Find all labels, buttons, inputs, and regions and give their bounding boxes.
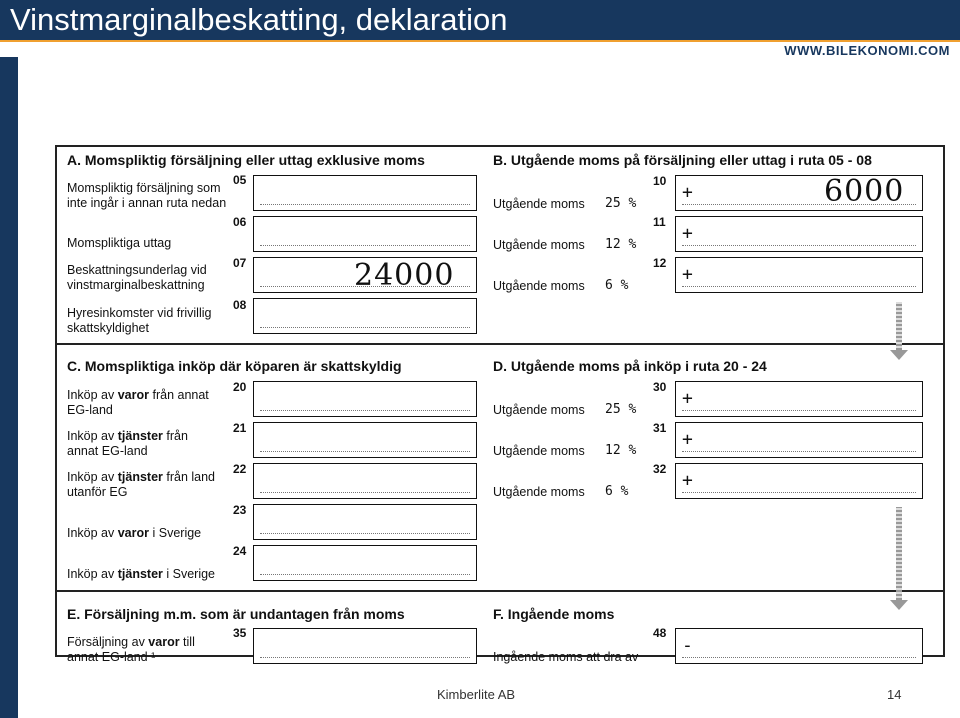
box-10-number: 10 (653, 174, 667, 188)
box-05-field[interactable] (253, 175, 477, 211)
section-c-title: C. Momspliktiga inköp där köparen är skattskyldig (67, 358, 402, 374)
section-divider (55, 343, 945, 345)
box-31-number: 31 (653, 421, 667, 435)
row-10-label: Utgående moms (493, 197, 585, 211)
box-08-field[interactable] (253, 298, 477, 334)
box-12-field[interactable] (675, 257, 923, 293)
section-divider (55, 590, 945, 592)
footer-company: Kimberlite AB (437, 687, 516, 702)
row-08-label: Hyresinkomster vid frivillig skattskyldighet (67, 306, 212, 335)
row-11-percent: 12 % (605, 237, 637, 252)
plus-sign: + (682, 429, 693, 450)
row-05-label: Momspliktig försäljning som inte ingår i annan ruta nedan (67, 181, 227, 210)
box-06-field[interactable] (253, 216, 477, 252)
section-b-title: B. Utgående moms på försäljning eller uttag i ruta 05 - 08 (493, 152, 872, 168)
plus-sign: + (682, 470, 693, 491)
box-48-number: 48 (653, 626, 667, 640)
row-11-label: Utgående moms (493, 238, 585, 252)
box-07-number: 07 (233, 256, 247, 270)
brand-url: WWW.BILEKONOMI.COM (784, 43, 950, 58)
box-30-field[interactable] (675, 381, 923, 417)
slide-header (0, 0, 960, 57)
row-21-label: Inköp av tjänster från annat EG-land (67, 429, 188, 458)
left-decor-bar (0, 57, 50, 718)
down-arrow-icon (894, 302, 904, 360)
row-35-label: Försäljning av varor till annat EG-land ¹ (67, 635, 195, 664)
row-48-label: Ingående moms att dra av (493, 650, 639, 664)
box-23-number: 23 (233, 503, 247, 517)
box-31-field[interactable] (675, 422, 923, 458)
box-24-field[interactable] (253, 545, 477, 581)
row-30-percent: 25 % (605, 402, 637, 417)
box-21-number: 21 (233, 421, 247, 435)
section-f-title: F. Ingående moms (493, 606, 615, 622)
section-e-title: E. Försäljning m.m. som är undantagen från moms (67, 606, 405, 622)
box-48-field[interactable] (675, 628, 923, 664)
box-05-number: 05 (233, 173, 247, 187)
box-32-field[interactable] (675, 463, 923, 499)
box-06-number: 06 (233, 215, 247, 229)
page-number: 14 (887, 687, 902, 702)
row-22-label: Inköp av tjänster från land utanför EG (67, 470, 216, 499)
box-07-field[interactable] (253, 257, 477, 293)
box-12-number: 12 (653, 256, 667, 270)
vat-declaration-form (55, 135, 950, 675)
box-30-number: 30 (653, 380, 667, 394)
box-32-number: 32 (653, 462, 667, 476)
plus-sign: + (682, 182, 693, 203)
minus-sign: - (682, 635, 693, 656)
section-d-title: D. Utgående moms på inköp i ruta 20 - 24 (493, 358, 767, 374)
handwritten-amount-10: 6000 (824, 174, 905, 209)
row-32-percent: 6 % (605, 484, 629, 499)
plus-sign: + (682, 264, 693, 285)
box-08-number: 08 (233, 298, 247, 312)
title-accent-line (0, 40, 960, 42)
row-07-label: Beskattningsunderlag vid vinstmarginalbeskattning (67, 263, 207, 292)
row-31-label: Utgående moms (493, 444, 585, 458)
box-20-number: 20 (233, 380, 247, 394)
row-30-label: Utgående moms (493, 403, 585, 417)
row-31-percent: 12 % (605, 443, 637, 458)
row-24-label: Inköp av tjänster i Sverige (67, 567, 215, 581)
box-11-number: 11 (653, 215, 666, 229)
slide-title: Vinstmarginalbeskatting, deklaration (10, 2, 508, 37)
row-23-label: Inköp av varor i Sverige (67, 526, 202, 540)
box-23-field[interactable] (253, 504, 477, 540)
section-a-title: A. Momspliktig försäljning eller uttag exklusive moms (67, 152, 425, 168)
row-20-label: Inköp av varor från annat EG-land (67, 388, 209, 417)
box-35-number: 35 (233, 626, 247, 640)
box-35-field[interactable] (253, 628, 477, 664)
plus-sign: + (682, 388, 693, 409)
box-22-number: 22 (233, 462, 247, 476)
handwritten-amount-07: 24000 (354, 258, 455, 293)
box-24-number: 24 (233, 544, 247, 558)
plus-sign: + (682, 223, 693, 244)
row-12-label: Utgående moms (493, 279, 585, 293)
box-20-field[interactable] (253, 381, 477, 417)
row-12-percent: 6 % (605, 278, 629, 293)
box-22-field[interactable] (253, 463, 477, 499)
box-11-field[interactable] (675, 216, 923, 252)
row-06-label: Momspliktiga uttag (67, 236, 172, 250)
box-21-field[interactable] (253, 422, 477, 458)
row-10-percent: 25 % (605, 196, 637, 211)
row-32-label: Utgående moms (493, 485, 585, 499)
down-arrow-icon (894, 507, 904, 610)
box-10-field[interactable] (675, 175, 923, 211)
